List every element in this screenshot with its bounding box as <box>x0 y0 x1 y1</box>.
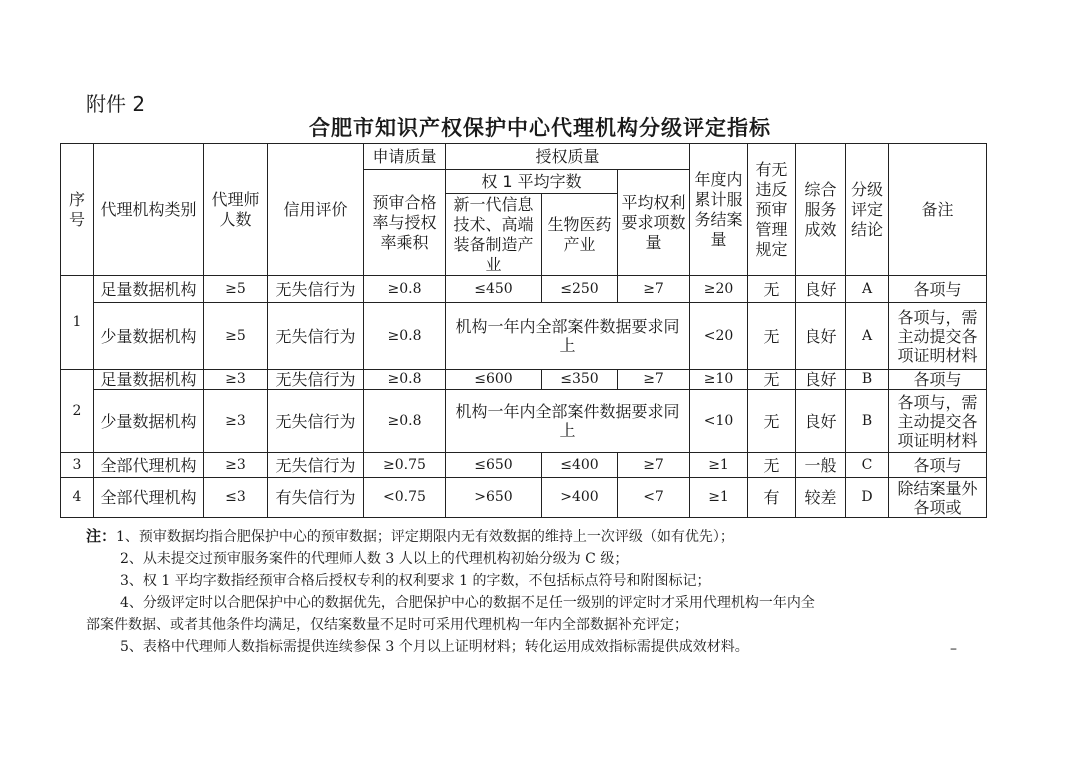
row-cases: ≥1 <box>690 478 748 518</box>
table-row <box>61 453 987 478</box>
row-remark: 各项与 <box>889 276 987 303</box>
header-grade: 分级评定结论 <box>846 144 889 276</box>
note-line <box>86 525 986 548</box>
header-claim1-avg: 权 1 平均字数 <box>446 170 618 194</box>
row-claims: ≥7 <box>618 276 690 303</box>
row-rate: ≥0.8 <box>364 370 446 390</box>
header-grant-quality: 授权质量 <box>446 144 690 170</box>
row-seq: 3 <box>61 453 94 478</box>
row-type: 全部代理机构 <box>94 478 204 518</box>
row-violation: 无 <box>748 303 796 370</box>
row-bio: ≤250 <box>542 276 618 303</box>
row-credit: 无失信行为 <box>268 303 364 370</box>
row-service: 良好 <box>796 390 846 453</box>
row-grade: D <box>846 478 889 518</box>
note-text: 1、预审数据均指合肥保护中心的预审数据；评定期限内无有效数据的维持上一次评级（如有优先）； <box>116 529 734 545</box>
header-remark: 备注 <box>889 144 987 276</box>
row-service: 较差 <box>796 478 846 518</box>
row-cases: <20 <box>690 303 748 370</box>
note-line: 5、表格中代理师人数指标需提供连续参保 3 个月以上证明材料；转化运用成效指标需提供成效材料。 <box>120 639 749 655</box>
note-line: 部案件数据、或者其他条件均满足，仅结案数量不足时可采用代理机构一年内全部数据补充评定； <box>86 617 688 633</box>
table-row <box>61 276 987 303</box>
row-rate: <0.75 <box>364 478 446 518</box>
row-violation: 无 <box>748 276 796 303</box>
row-credit: 无失信行为 <box>268 370 364 390</box>
header-annual-cases: 年度内累计服务结案量 <box>690 144 748 276</box>
row-it: ≤600 <box>446 370 542 390</box>
row-rate: ≥0.8 <box>364 390 446 453</box>
row-agents: ≥3 <box>204 390 268 453</box>
notes <box>86 525 986 658</box>
row-claims: <7 <box>618 478 690 518</box>
row-remark: 除结案量外各项或 <box>889 478 987 518</box>
notes-lead: 注： <box>86 527 117 545</box>
row-agents: ≥5 <box>204 276 268 303</box>
note-line: 4、分级评定时以合肥保护中心的数据优先，合肥保护中心的数据不足任一级别的评定时才采用代理机构一年内全 <box>120 595 815 611</box>
row-seq: 1 <box>61 276 94 370</box>
header-service: 综合服务成效 <box>796 144 846 276</box>
row-rate: ≥0.75 <box>364 453 446 478</box>
row-credit: 无失信行为 <box>268 390 364 453</box>
table-row <box>61 390 987 453</box>
row-violation: 无 <box>748 453 796 478</box>
row-grade: C <box>846 453 889 478</box>
row-it: >650 <box>446 478 542 518</box>
header-violation: 有无违反预审管理规定 <box>748 144 796 276</box>
header-apply-rate: 预审合格率与授权率乘积 <box>364 170 446 276</box>
row-remark: 各项与，需主动提交各项证明材料 <box>889 390 987 453</box>
row-remark: 各项与 <box>889 370 987 390</box>
row-type: 少量数据机构 <box>94 303 204 370</box>
grading-table <box>60 143 987 518</box>
row-credit: 有失信行为 <box>268 478 364 518</box>
row-violation: 有 <box>748 478 796 518</box>
header-bio-industry: 生物医药产业 <box>542 194 618 276</box>
row-type: 足量数据机构 <box>94 370 204 390</box>
row-rate: ≥0.8 <box>364 276 446 303</box>
header-agent-count: 代理师人数 <box>204 144 268 276</box>
row-it: ≤650 <box>446 453 542 478</box>
row-it: ≤450 <box>446 276 542 303</box>
row-service: 良好 <box>796 370 846 390</box>
note-line: 3、权 1 平均字数指经预审合格后授权专利的权利要求 1 的字数，不包括标点符号和附图标记； <box>120 573 711 589</box>
attachment-label: 附件 2 <box>86 92 146 116</box>
header-avg-claims: 平均权利要求项数量 <box>618 170 690 276</box>
row-cases: ≥20 <box>690 276 748 303</box>
row-remark: 各项与 <box>889 453 987 478</box>
row-agents: ≥3 <box>204 370 268 390</box>
note-line: 2、从未提交过预审服务案件的代理师人数 3 人以上的代理机构初始分级为 C 级； <box>120 551 629 567</box>
page-title: 合肥市知识产权保护中心代理机构分级评定指标 <box>309 116 771 140</box>
row-seq: 2 <box>61 370 94 453</box>
page-mark: – <box>950 641 957 657</box>
row-cases: ≥10 <box>690 370 748 390</box>
row-agents: ≤3 <box>204 478 268 518</box>
row-bio: >400 <box>542 478 618 518</box>
row-claims: ≥7 <box>618 453 690 478</box>
row-bio: ≤400 <box>542 453 618 478</box>
row-credit: 无失信行为 <box>268 276 364 303</box>
row-cases: <10 <box>690 390 748 453</box>
header-it-industry: 新一代信息技术、高端装备制造产业 <box>446 194 542 276</box>
row-agents: ≥3 <box>204 453 268 478</box>
row-type: 少量数据机构 <box>94 390 204 453</box>
header-credit: 信用评价 <box>268 144 364 276</box>
row-violation: 无 <box>748 370 796 390</box>
row-grade: B <box>846 370 889 390</box>
row-cases: ≥1 <box>690 453 748 478</box>
row-seq: 4 <box>61 478 94 518</box>
row-type: 全部代理机构 <box>94 453 204 478</box>
table-row <box>61 370 987 390</box>
row-remark: 各项与，需主动提交各项证明材料 <box>889 303 987 370</box>
row-claims: ≥7 <box>618 370 690 390</box>
row-merged-note: 机构一年内全部案件数据要求同上 <box>446 390 690 453</box>
row-bio: ≤350 <box>542 370 618 390</box>
row-agents: ≥5 <box>204 303 268 370</box>
row-violation: 无 <box>748 390 796 453</box>
row-service: 一般 <box>796 453 846 478</box>
row-type: 足量数据机构 <box>94 276 204 303</box>
header-agency-type: 代理机构类别 <box>94 144 204 276</box>
row-grade: B <box>846 390 889 453</box>
row-service: 良好 <box>796 276 846 303</box>
row-grade: A <box>846 276 889 303</box>
table-row <box>61 478 987 518</box>
header-apply-quality: 申请质量 <box>364 144 446 170</box>
row-service: 良好 <box>796 303 846 370</box>
header-seq: 序号 <box>61 144 94 276</box>
row-rate: ≥0.8 <box>364 303 446 370</box>
row-grade: A <box>846 303 889 370</box>
table-row <box>61 303 987 370</box>
row-credit: 无失信行为 <box>268 453 364 478</box>
row-merged-note: 机构一年内全部案件数据要求同上 <box>446 303 690 370</box>
